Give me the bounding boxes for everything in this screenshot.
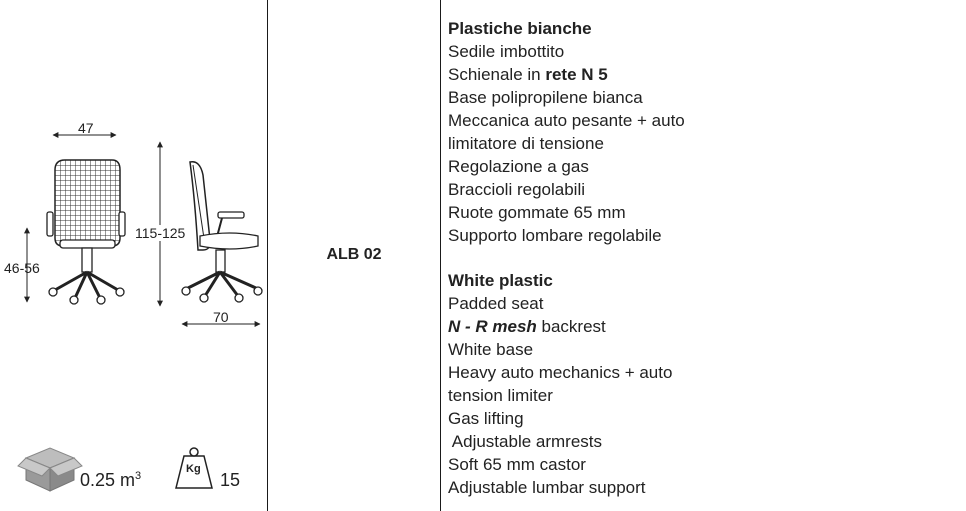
spec-line: limitatore di tensione	[448, 134, 604, 153]
spec-line: Ruote gommate 65 mm	[448, 203, 626, 222]
seat-height-dimension-label: 46-56	[4, 260, 40, 276]
spec-line: White base	[448, 340, 534, 359]
spec-line: Soft 65 mm castor	[448, 455, 586, 474]
spec-line: Padded seat	[448, 294, 544, 313]
spec-line: Adjustable armrests	[448, 432, 603, 451]
chair-technical-drawing	[0, 0, 267, 511]
spec-english	[448, 269, 672, 499]
spec-line: Regolazione a gas	[448, 157, 589, 176]
spec-line: Schienale in rete N 5	[448, 65, 608, 84]
spec-line: Braccioli regolabili	[448, 180, 586, 199]
spec-heading-italian: Plastiche bianche	[448, 19, 592, 38]
spec-line: Heavy auto mechanics + auto	[448, 363, 673, 382]
spec-line: Base polipropilene bianca	[448, 88, 643, 107]
spec-line: Meccanica auto pesante + auto	[448, 111, 685, 130]
spec-line: Supporto lombare regolabile	[448, 226, 662, 245]
package-volume: 0.25 $m^3$	[80, 470, 142, 490]
spec-heading-english: White plastic	[448, 271, 553, 290]
total-height-dimension-label: 115-125	[135, 225, 186, 241]
spec-line: N - R mesh backrest	[448, 317, 606, 336]
box-icon	[18, 448, 82, 491]
spec-line: Gas lifting	[448, 409, 524, 428]
weight-icon-label: Kg	[186, 463, 201, 475]
spec-line: tension limiter	[448, 386, 553, 405]
spec-line: Sedile imbottito	[448, 42, 565, 61]
product-code: ALB 02	[326, 246, 382, 263]
chair-side-view	[182, 162, 262, 302]
spec-line: Adjustable lumbar support	[448, 478, 646, 497]
depth-dimension-label: 70	[213, 309, 229, 325]
package-weight: 15	[220, 470, 241, 490]
chair-front-view	[47, 160, 125, 304]
column-divider-right	[440, 0, 441, 511]
spec-italian	[448, 17, 685, 247]
width-dimension-label: 47	[78, 120, 94, 136]
